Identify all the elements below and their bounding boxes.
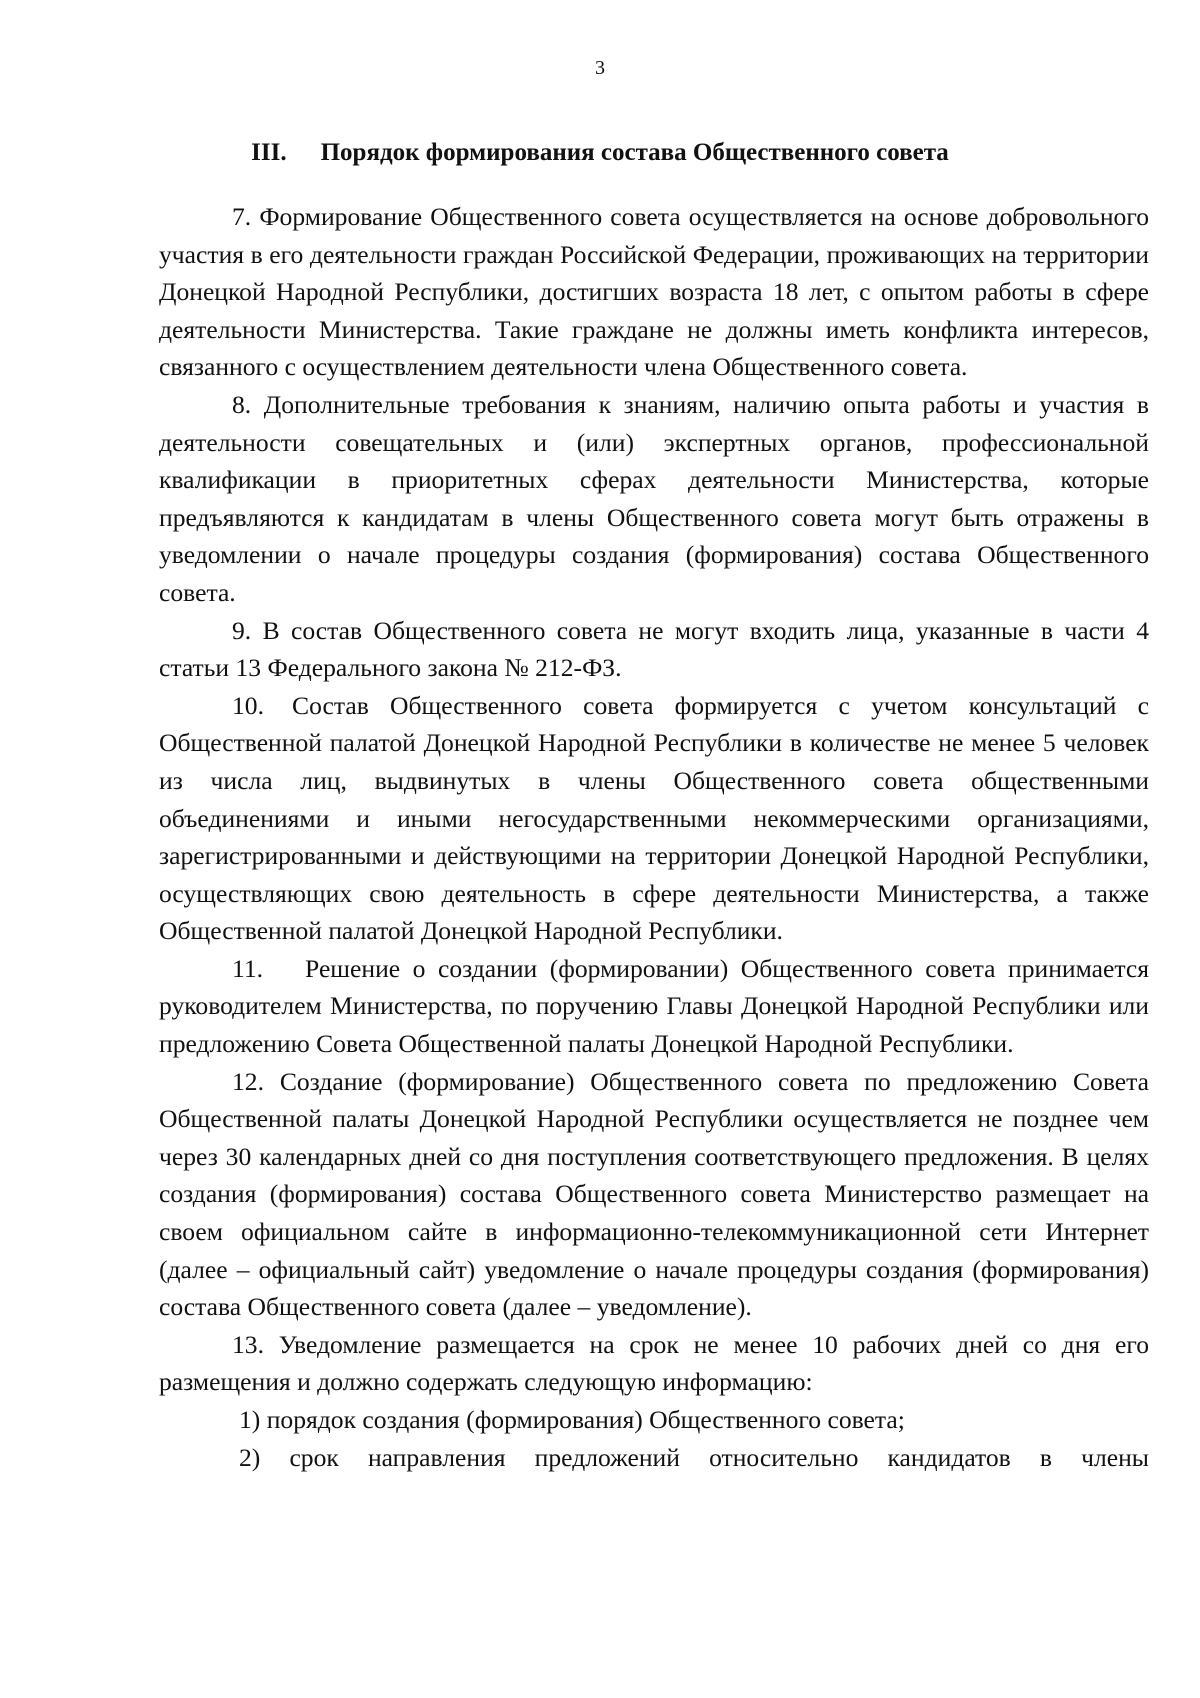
- section-title: Порядок формирования состава Общественного совета: [320, 139, 949, 166]
- paragraph-13: 13. Уведомление размещается на срок не менее 10 рабочих дней со дня его размещения и должно содержать следующую информацию:: [159, 1329, 1149, 1397]
- section-number: III.: [251, 139, 287, 166]
- paragraph-11-number: 11.: [232, 953, 264, 983]
- list-item: 1) порядок создания (формирования) Общественного совета;: [239, 1405, 905, 1434]
- paragraph-10-number: 10.: [232, 690, 264, 720]
- page-number: 3: [595, 57, 605, 79]
- paragraph-11-text: Решение о создании (формировании) Общественного совета принимается руководителем Министерства, по поручению Главы Донецкой Народной Республики или предложению Совета Общественной палаты Донецкой Народной Республики.: [159, 953, 1149, 1059]
- section-heading: [0, 138, 1200, 168]
- paragraph-7: 7. Формирование Общественного совета осуществляется на основе добровольного участия в его деятельности граждан Российской Федерации, проживающих на территории Донецкой Народной Республики, достигших возраста 18 лет, с опытом работы в сфере деятельности Министерства. Такие граждане не должны иметь конфликта интересов, связанного с осуществлением деятельности члена Общественного совета.: [159, 202, 1149, 382]
- paragraph-11: [159, 950, 1149, 1063]
- paragraph-12: 12. Создание (формирование) Общественного совета по предложению Совета Общественной палаты Донецкой Народной Республики осуществляется не позднее чем через 30 календарных дней со дня поступления соответствующего предложения. В целях создания (формирования) состава Общественного совета Министерство размещает на своем официальном сайте в информационно-телекоммуникационной сети Интернет (далее – официальный сайт) уведомление о начале процедуры создания (формирования) состава Общественного совета (далее – уведомление).: [159, 1066, 1149, 1322]
- paragraph-9: 9. В состав Общественного совета не могут входить лица, указанные в части 4 статьи 13 Федерального закона № 212-ФЗ.: [159, 615, 1149, 683]
- paragraph-10: [159, 687, 1149, 950]
- document-body: [159, 198, 1149, 1476]
- paragraph-8: 8. Дополнительные требования к знаниям, наличию опыта работы и участия в деятельности совещательных и (или) экспертных органов, профессиональной квалификации в приоритетных сферах деятельности Министерства, которые предъявляются к кандидатам в члены Общественного совета могут быть отражены в уведомлении о начале процедуры создания (формирования) состава Общественного совета.: [159, 389, 1149, 607]
- list-item: 2) срок направления предложений относительно кандидатов в члены: [239, 1442, 1149, 1472]
- paragraph-10-text: Состав Общественного совета формируется с учетом консультаций с Общественной палатой Донецкой Народной Республики в количестве не менее 5 человек из числа лиц, выдвинутых в члены Общественного совета общественными объединениями и иными негосударственными некоммерческими организациями, зарегистрированными и действующими на территории Донецкой Народной Республики, осуществляющих свою деятельность в сфере деятельности Министерства, а также Общественной палатой Донецкой Народной Республики.: [159, 690, 1149, 946]
